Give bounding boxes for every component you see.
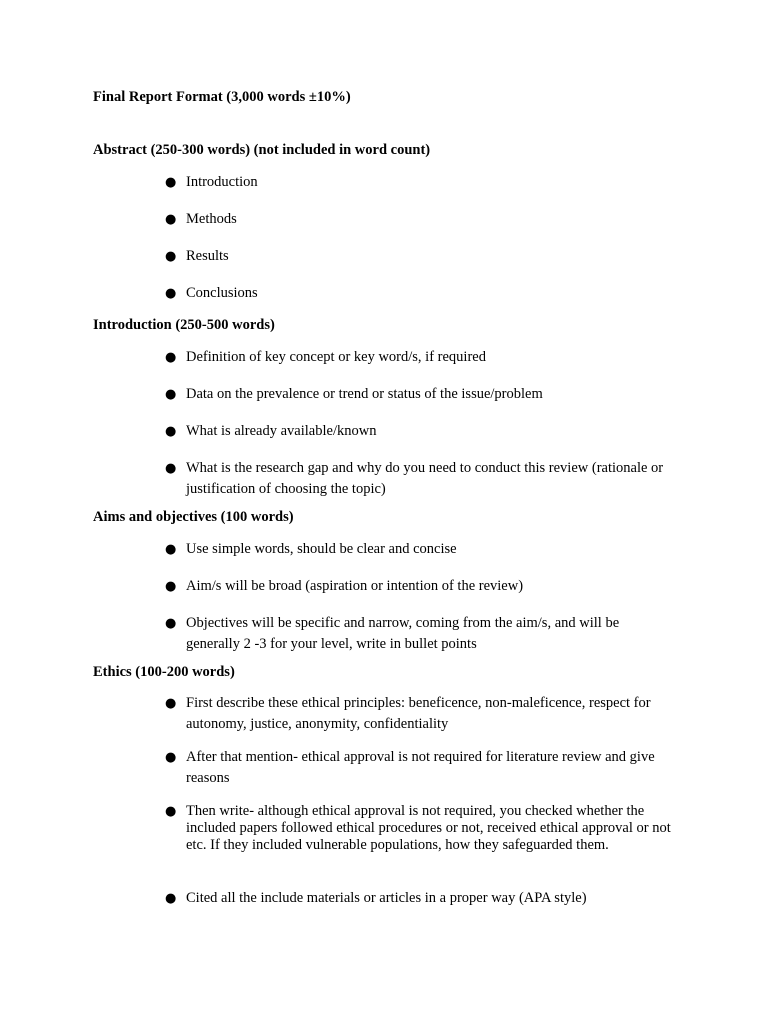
document-title: Final Report Format (3,000 words ±10%): [93, 89, 351, 105]
list-item-text: Conclusions: [186, 285, 258, 301]
bullet-icon: ●: [165, 891, 177, 906]
list-item-text: Objectives will be specific and narrow, coming from the aim/s, and will be generally 2 -3 for your level, write in bullet points: [186, 615, 620, 652]
bullet-icon: ●: [165, 804, 177, 819]
list-item-text: Results: [186, 248, 229, 264]
list-item-text: First describe these ethical principles: beneficence, non-maleficence, respect for autonomy, justice, anonymity, confidentiality: [186, 695, 651, 732]
section-heading-ethics: Ethics (100-200 words): [93, 664, 235, 680]
bullet-icon: ●: [165, 286, 177, 301]
list-item-text: Use simple words, should be clear and concise: [186, 541, 457, 557]
bullet-icon: ●: [165, 461, 177, 476]
list-item-text: Then write- although ethical approval is not required, you checked whether the included papers followed ethical procedures or not, received ethical approval or not etc. If they included vulnerable populations, how they safeguarded them.: [186, 803, 671, 853]
list-item-text: After that mention- ethical approval is not required for literature review and give reasons: [186, 749, 655, 786]
list-item-text: Aim/s will be broad (aspiration or intention of the review): [186, 578, 524, 594]
bullet-icon: ●: [165, 387, 177, 402]
list-item-text: Introduction: [186, 174, 258, 190]
section-heading-abstract: Abstract (250-300 words) (not included in word count): [93, 142, 431, 158]
list-item-text: Definition of key concept or key word/s, if required: [186, 349, 486, 365]
bullet-icon: ●: [165, 249, 177, 264]
bullet-icon: ●: [165, 750, 177, 765]
list-item-text: Data on the prevalence or trend or status of the issue/problem: [186, 386, 543, 402]
section-heading-aims: Aims and objectives (100 words): [93, 509, 294, 525]
bullet-icon: ●: [165, 579, 177, 594]
bullet-icon: ●: [165, 212, 177, 227]
bullet-icon: ●: [165, 175, 177, 190]
bullet-icon: ●: [165, 616, 177, 631]
section-heading-introduction: Introduction (250-500 words): [93, 317, 275, 333]
bullet-icon: ●: [165, 696, 177, 711]
list-item-text: What is the research gap and why do you need to conduct this review (rationale or justification of choosing the topic): [186, 460, 664, 497]
list-item-text: Methods: [186, 211, 237, 227]
list-item-text: Cited all the include materials or articles in a proper way (APA style): [186, 890, 587, 906]
bullet-icon: ●: [165, 542, 177, 557]
bullet-icon: ●: [165, 424, 177, 439]
list-item-text: What is already available/known: [186, 423, 377, 439]
bullet-icon: ●: [165, 350, 177, 365]
